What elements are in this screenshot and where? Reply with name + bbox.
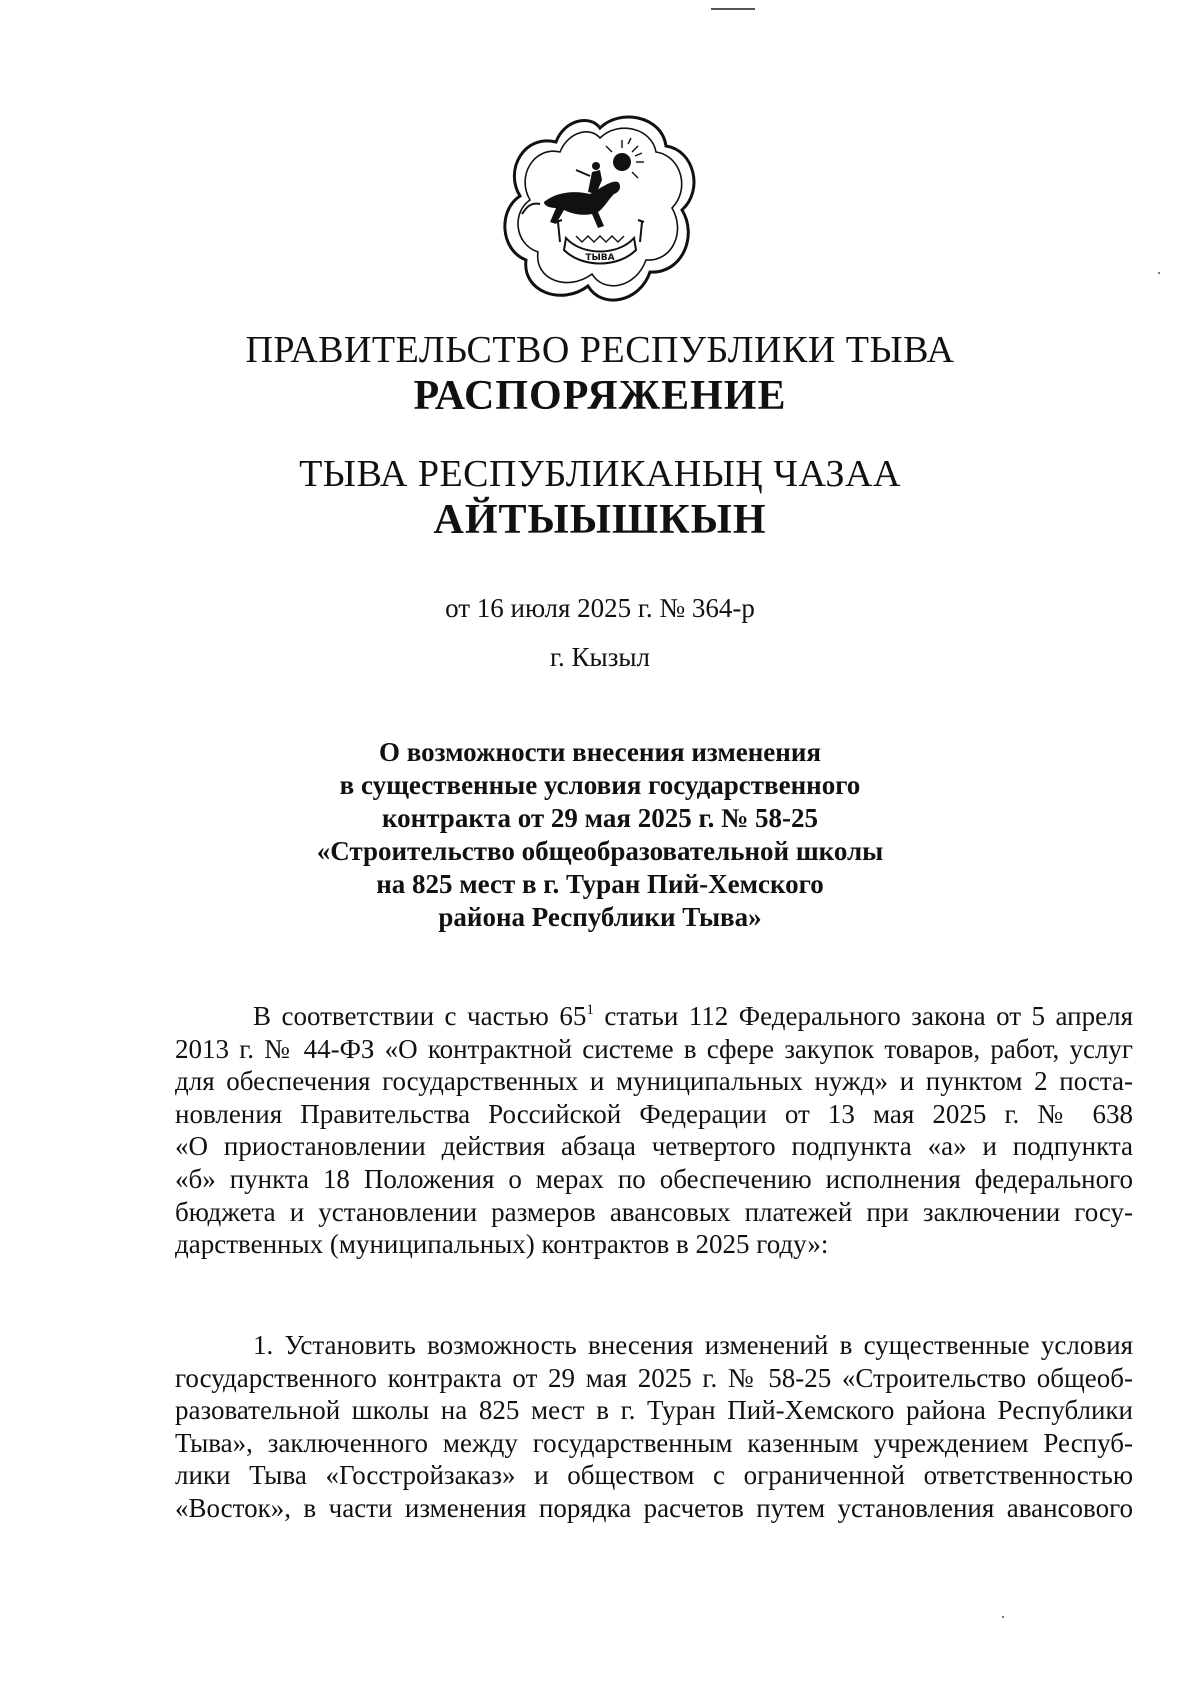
- tuva-emblem-icon: [500, 110, 700, 308]
- paragraph-line: 2013 г. № 44-ФЗ «О контрактной системе в сфере закупок товаров, работ, услуг: [175, 1033, 1133, 1064]
- paragraph-line: Тыва», заключенного между государственным казенным учреждением Респуб-: [175, 1427, 1133, 1458]
- paragraph-line: новления Правительства Российской Федерации от 13 мая 2025 г. № 638: [175, 1098, 1133, 1129]
- paragraph-line: лики Тыва «Госстройзаказ» и обществом с ограниченной ответственностью: [175, 1460, 1133, 1491]
- government-title-ru: ПРАВИТЕЛЬСТВО РЕСПУБЛИКИ ТЫВА: [245, 329, 955, 371]
- document-city: г. Кызыл: [550, 642, 650, 672]
- document-date-number: от 16 июля 2025 г. № 364-р: [445, 593, 755, 623]
- order-type-ru: РАСПОРЯЖЕНИЕ: [413, 373, 787, 419]
- subject-line: района Республики Тыва»: [438, 902, 762, 932]
- paragraph-line: государственного контракта от 29 мая 2025 г. № 58-25 «Строительство общеоб-: [175, 1362, 1133, 1393]
- subject-line: на 825 мест в г. Туран Пий-Хемского: [376, 869, 824, 899]
- government-title-tyv: ТЫВА РЕСПУБЛИКАНЫҢ ЧАЗАА: [299, 453, 901, 495]
- order-type-tyv: АЙТЫЫШКЫН: [433, 497, 767, 543]
- subject-line: в существенные условия государственного: [339, 770, 861, 800]
- paragraph-line: «Восток», в части изменения порядка расчетов путем установления авансового: [175, 1492, 1133, 1523]
- paragraph-line: для обеспечения государственных и муниципальных нужд» и пунктом 2 поста-: [175, 1066, 1133, 1097]
- scan-speck: [1002, 1616, 1004, 1618]
- emblem-ribbon-text: ТЫВА: [585, 253, 615, 263]
- paragraph-line: дарственных (муниципальных) контрактов в 2025 году»:: [175, 1229, 829, 1260]
- paragraph-line: разовательной школы на 825 мест в г. Туран Пий-Хемского района Республики: [175, 1395, 1133, 1426]
- paragraph-line: «О приостановлении действия абзаца четвертого подпункта «а» и подпункта: [175, 1131, 1133, 1162]
- scan-mark: [711, 8, 755, 10]
- item-1-paragraph: [175, 1329, 1133, 1525]
- scan-speck: [1158, 272, 1160, 274]
- preamble-paragraph: [175, 1000, 1133, 1261]
- paragraph-line: бюджета и установлении размеров авансовых платежей при заключении госу-: [175, 1196, 1133, 1227]
- subject-line: О возможности внесения изменения: [378, 737, 822, 767]
- paragraph-line: «б» пункта 18 Положения о мерах по обеспечению исполнения федерального: [175, 1163, 1133, 1194]
- paragraph-line: [175, 1000, 1133, 1033]
- superscript: 1: [586, 1002, 594, 1018]
- subject-line: «Строительство общеобразовательной школы: [316, 836, 884, 866]
- preamble-text: статьи 112 Федерального закона от 5 апреля: [593, 1001, 1133, 1031]
- subject-line: контракта от 29 мая 2025 г. № 58-25: [381, 803, 819, 833]
- paragraph-line: 1. Установить возможность внесения изменений в существенные условия: [253, 1330, 1133, 1360]
- document-subject: [0, 736, 1200, 934]
- preamble-text: В соответствии с частью 65: [253, 1001, 587, 1031]
